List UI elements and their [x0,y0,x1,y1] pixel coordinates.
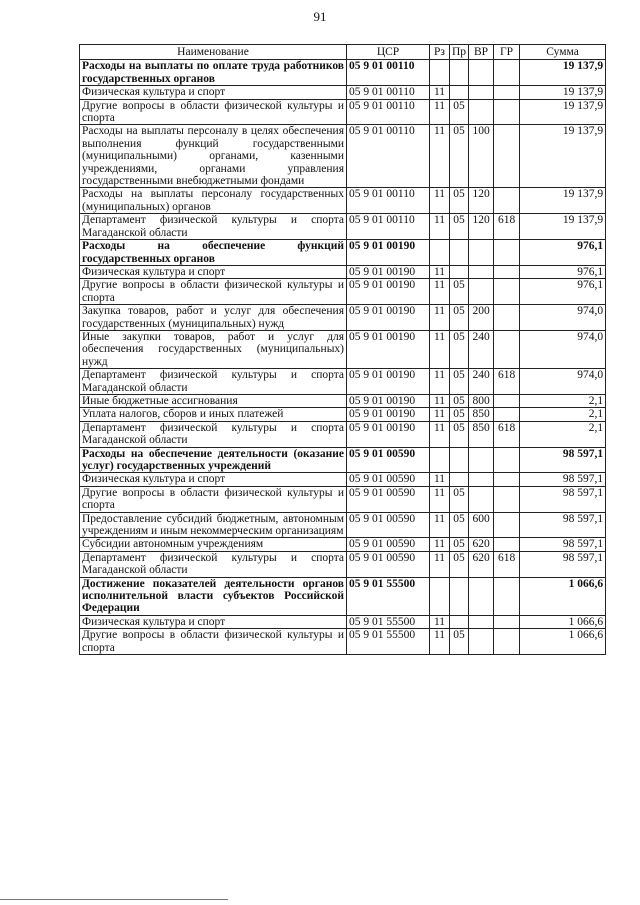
cell-pr: 05 [450,279,469,305]
cell-vr [469,577,494,615]
cell-sum: 976,1 [520,265,606,278]
cell-csr: 05 9 01 00590 [347,473,430,486]
cell-pr: 05 [450,486,469,512]
cell-sum: 19 137,9 [520,99,606,125]
cell-gr [494,394,520,407]
cell-vr [469,265,494,278]
cell-rz: 11 [430,265,450,278]
table-row [80,214,606,240]
cell-csr: 05 9 01 00590 [347,512,430,538]
cell-vr [469,60,494,86]
cell-gr [494,629,520,655]
cell-csr: 05 9 01 00110 [347,214,430,240]
table-body [80,60,606,655]
table-row [80,330,606,368]
footer-rule [0,899,228,900]
cell-csr: 05 9 01 00590 [347,538,430,551]
table-row [80,486,606,512]
header-sum: Сумма [520,45,606,60]
cell-pr: 05 [450,369,469,395]
cell-rz: 11 [430,369,450,395]
cell-rz: 11 [430,538,450,551]
cell-pr: 05 [450,421,469,447]
cell-gr [494,447,520,473]
cell-csr: 05 9 01 00190 [347,265,430,278]
cell-name: Предоставление субсидий бюджетным, автономным учреждениям и иным некоммерческим организациям [80,512,347,538]
cell-name: Расходы на обеспечение функций государственных органов [80,240,347,266]
cell-gr [494,279,520,305]
cell-sum: 98 597,1 [520,486,606,512]
cell-sum: 98 597,1 [520,538,606,551]
cell-vr: 620 [469,538,494,551]
page-number: 91 [313,9,327,24]
cell-name: Иные закупки товаров, работ и услуг для обеспечения государственных (муниципальных) нужд [80,330,347,368]
cell-sum: 974,0 [520,369,606,395]
table-row [80,369,606,395]
cell-gr [494,86,520,99]
table-row [80,421,606,447]
table-row [80,447,606,473]
cell-pr: 05 [450,305,469,331]
cell-gr: 618 [494,214,520,240]
cell-vr [469,486,494,512]
cell-rz [430,447,450,473]
cell-name: Другие вопросы в области физической культуры и спорта [80,279,347,305]
cell-vr: 240 [469,369,494,395]
cell-csr: 05 9 01 00190 [347,305,430,331]
cell-pr [450,240,469,266]
cell-vr [469,473,494,486]
cell-name: Физическая культура и спорт [80,473,347,486]
cell-vr: 100 [469,125,494,188]
cell-csr: 05 9 01 00590 [347,551,430,577]
cell-sum: 1 066,6 [520,577,606,615]
cell-gr [494,60,520,86]
cell-vr: 200 [469,305,494,331]
cell-gr: 618 [494,551,520,577]
cell-name: Иные бюджетные ассигнования [80,394,347,407]
table-row [80,305,606,331]
cell-sum: 976,1 [520,279,606,305]
header-gr: ГР [494,45,520,60]
cell-pr [450,60,469,86]
cell-name: Расходы на выплаты персоналу государственных (муниципальных) органов [80,188,347,214]
cell-pr: 05 [450,551,469,577]
cell-gr [494,330,520,368]
cell-vr [469,279,494,305]
table-row [80,60,606,86]
cell-rz: 11 [430,512,450,538]
cell-sum: 2,1 [520,408,606,421]
header-pr: Пр [450,45,469,60]
cell-rz: 11 [430,421,450,447]
cell-sum: 1 066,6 [520,629,606,655]
cell-csr: 05 9 01 00110 [347,60,430,86]
table-row [80,512,606,538]
table-row [80,538,606,551]
cell-gr [494,99,520,125]
cell-pr: 05 [450,538,469,551]
cell-csr: 05 9 01 00110 [347,125,430,188]
table-row [80,99,606,125]
cell-sum: 1 066,6 [520,615,606,628]
cell-pr: 05 [450,125,469,188]
cell-gr: 618 [494,369,520,395]
cell-sum: 19 137,9 [520,125,606,188]
cell-rz: 11 [430,330,450,368]
cell-pr [450,473,469,486]
cell-vr: 240 [469,330,494,368]
cell-name: Департамент физической культуры и спорта Магаданской области [80,369,347,395]
cell-rz: 11 [430,551,450,577]
cell-csr: 05 9 01 00190 [347,240,430,266]
cell-gr: 618 [494,421,520,447]
cell-gr [494,240,520,266]
cell-gr [494,188,520,214]
cell-name: Другие вопросы в области физической культуры и спорта [80,486,347,512]
cell-sum: 98 597,1 [520,551,606,577]
cell-name: Департамент физической культуры и спорта Магаданской области [80,421,347,447]
cell-vr [469,447,494,473]
cell-sum: 2,1 [520,394,606,407]
cell-gr [494,615,520,628]
cell-rz: 11 [430,615,450,628]
cell-gr [494,473,520,486]
cell-sum: 98 597,1 [520,473,606,486]
budget-table [79,44,606,655]
cell-name: Субсидии автономным учреждениям [80,538,347,551]
cell-csr: 05 9 01 00590 [347,447,430,473]
cell-rz: 11 [430,214,450,240]
cell-pr [450,86,469,99]
cell-gr [494,512,520,538]
table-row [80,240,606,266]
cell-csr: 05 9 01 00190 [347,330,430,368]
cell-sum: 974,0 [520,305,606,331]
cell-gr [494,305,520,331]
cell-vr [469,629,494,655]
cell-pr: 05 [450,629,469,655]
cell-vr [469,615,494,628]
cell-csr: 05 9 01 00190 [347,408,430,421]
header-vr: ВР [469,45,494,60]
table-row [80,615,606,628]
cell-name: Уплата налогов, сборов и иных платежей [80,408,347,421]
cell-pr [450,265,469,278]
cell-gr [494,538,520,551]
cell-sum: 19 137,9 [520,214,606,240]
table-row [80,265,606,278]
cell-rz [430,577,450,615]
table-row [80,394,606,407]
cell-pr: 05 [450,99,469,125]
table-row [80,408,606,421]
cell-vr: 850 [469,408,494,421]
cell-vr: 800 [469,394,494,407]
table-row [80,279,606,305]
cell-rz: 11 [430,279,450,305]
cell-rz: 11 [430,188,450,214]
cell-sum: 976,1 [520,240,606,266]
cell-sum: 98 597,1 [520,512,606,538]
cell-pr [450,615,469,628]
cell-rz: 11 [430,394,450,407]
cell-sum: 19 137,9 [520,86,606,99]
cell-pr: 05 [450,408,469,421]
cell-name: Физическая культура и спорт [80,86,347,99]
cell-name: Закупка товаров, работ и услуг для обеспечения государственных (муниципальных) нужд [80,305,347,331]
cell-rz: 11 [430,486,450,512]
table-row [80,551,606,577]
cell-rz: 11 [430,125,450,188]
cell-gr [494,125,520,188]
cell-sum: 19 137,9 [520,188,606,214]
cell-csr: 05 9 01 00190 [347,279,430,305]
table-row [80,473,606,486]
cell-csr: 05 9 01 55500 [347,577,430,615]
cell-name: Физическая культура и спорт [80,265,347,278]
header-rz: Рз [430,45,450,60]
cell-vr: 600 [469,512,494,538]
cell-csr: 05 9 01 00590 [347,486,430,512]
cell-gr [494,577,520,615]
cell-vr: 120 [469,188,494,214]
cell-name: Физическая культура и спорт [80,615,347,628]
cell-vr: 850 [469,421,494,447]
cell-name: Расходы на выплаты персоналу в целях обеспечения выполнения функций государственными (муниципальными) органами, казенными учреждениями, органами управления государственными внебюджетными фондами [80,125,347,188]
cell-pr: 05 [450,512,469,538]
cell-csr: 05 9 01 55500 [347,615,430,628]
cell-sum: 98 597,1 [520,447,606,473]
cell-vr [469,99,494,125]
cell-sum: 974,0 [520,330,606,368]
cell-rz: 11 [430,99,450,125]
table-row [80,577,606,615]
cell-gr [494,265,520,278]
cell-pr [450,447,469,473]
cell-pr: 05 [450,330,469,368]
cell-rz: 11 [430,86,450,99]
table-row [80,86,606,99]
cell-pr: 05 [450,188,469,214]
cell-pr: 05 [450,394,469,407]
cell-csr: 05 9 01 55500 [347,629,430,655]
table-row [80,188,606,214]
cell-sum: 19 137,9 [520,60,606,86]
cell-csr: 05 9 01 00110 [347,188,430,214]
cell-sum: 2,1 [520,421,606,447]
table-row [80,629,606,655]
cell-csr: 05 9 01 00190 [347,421,430,447]
cell-pr [450,577,469,615]
cell-name: Другие вопросы в области физической культуры и спорта [80,629,347,655]
cell-vr: 120 [469,214,494,240]
cell-rz: 11 [430,305,450,331]
cell-csr: 05 9 01 00110 [347,99,430,125]
cell-name: Расходы на обеспечение деятельности (оказание услуг) государственных учреждений [80,447,347,473]
cell-vr [469,86,494,99]
cell-rz: 11 [430,473,450,486]
cell-vr [469,240,494,266]
cell-name: Департамент физической культуры и спорта Магаданской области [80,214,347,240]
header-name: Наименование [80,45,347,60]
cell-name: Расходы на выплаты по оплате труда работников государственных органов [80,60,347,86]
cell-name: Департамент физической культуры и спорта Магаданской области [80,551,347,577]
cell-vr: 620 [469,551,494,577]
cell-rz: 11 [430,408,450,421]
header-csr: ЦСР [347,45,430,60]
cell-gr [494,486,520,512]
cell-csr: 05 9 01 00110 [347,86,430,99]
cell-name: Другие вопросы в области физической культуры и спорта [80,99,347,125]
cell-pr: 05 [450,214,469,240]
cell-rz: 11 [430,629,450,655]
cell-rz [430,60,450,86]
cell-csr: 05 9 01 00190 [347,369,430,395]
cell-csr: 05 9 01 00190 [347,394,430,407]
table-row [80,125,606,188]
table-header-row [80,45,606,60]
cell-rz [430,240,450,266]
cell-gr [494,408,520,421]
cell-name: Достижение показателей деятельности органов исполнительной власти субъектов Российской Федерации [80,577,347,615]
